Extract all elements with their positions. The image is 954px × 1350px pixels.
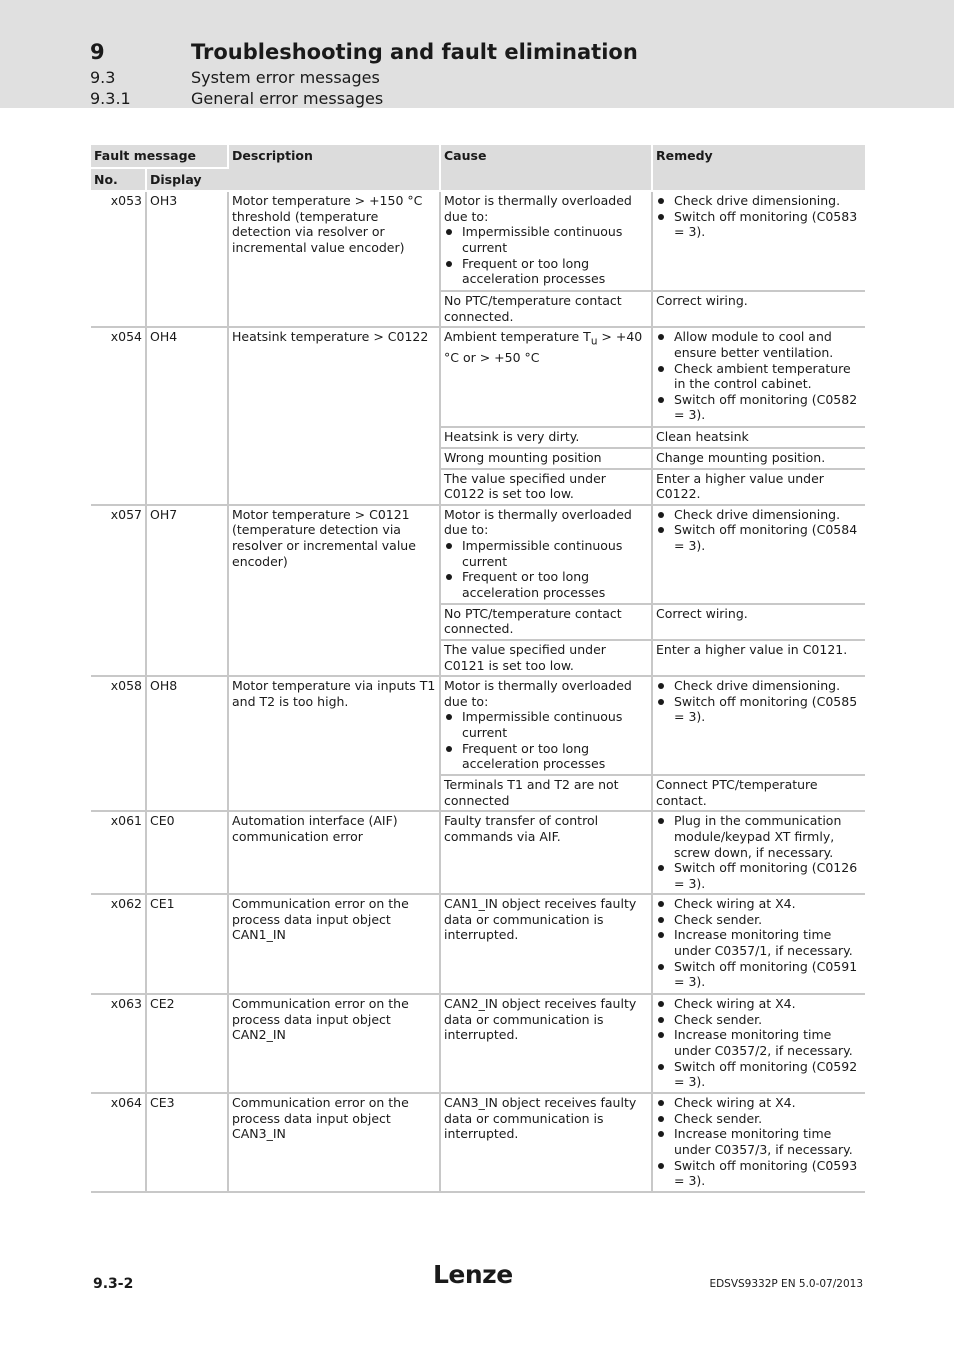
header-remedy: Remedy — [652, 145, 865, 191]
fault-cause: Heatsink is very dirty. — [440, 427, 652, 448]
page-number: 9.3-2 — [93, 1276, 134, 1292]
fault-number: x063 — [91, 994, 146, 1093]
fault-cause: CAN1_IN object receives faulty data or communication is interrupted. — [440, 894, 652, 994]
header-display: Display — [146, 168, 228, 192]
fault-description: Motor temperature > +150 °C threshold (temperature detection via resolver or incremental value encoder) — [228, 191, 440, 327]
remedy-bullet: Check drive dimensioning. — [656, 678, 862, 694]
fault-description: Motor temperature via inputs T1 and T2 is too high. — [228, 676, 440, 811]
table-row — [91, 191, 865, 291]
table-header-row — [91, 145, 865, 168]
remedy-bullet: Switch off monitoring (C0585 = 3). — [656, 694, 862, 725]
table-row — [91, 1093, 865, 1192]
chapter-title: Troubleshooting and fault elimination — [191, 40, 638, 64]
fault-remedy — [652, 676, 865, 775]
fault-cause: The value specified under C0121 is set too low. — [440, 640, 652, 676]
fault-cause: Faulty transfer of control commands via AIF. — [440, 811, 652, 894]
header-description: Description — [228, 145, 440, 191]
remedy-bullet: Switch off monitoring (C0126 = 3). — [656, 860, 862, 891]
header-no: No. — [91, 168, 146, 192]
cause-bullet: Frequent or too long acceleration processes — [444, 741, 648, 772]
fault-description: Motor temperature > C0121 (temperature detection via resolver or incremental value encoder) — [228, 505, 440, 676]
error-messages-table — [91, 145, 865, 1193]
fault-cause — [440, 676, 652, 775]
remedy-bullet: Check sender. — [656, 1111, 862, 1127]
fault-remedy — [652, 1093, 865, 1192]
fault-remedy — [652, 894, 865, 994]
table-row — [91, 505, 865, 604]
fault-remedy: Correct wiring. — [652, 291, 865, 327]
cause-intro: Motor is thermally overloaded due to: — [444, 678, 632, 709]
remedy-bullet: Increase monitoring time under C0357/2, if necessary. — [656, 1027, 862, 1058]
remedy-bullet: Switch off monitoring (C0582 = 3). — [656, 392, 862, 423]
fault-display: CE2 — [146, 994, 228, 1093]
remedy-bullet: Check ambient temperature in the control cabinet. — [656, 361, 862, 392]
fault-display: OH7 — [146, 505, 228, 676]
remedy-bullet: Switch off monitoring (C0584 = 3). — [656, 522, 862, 553]
cause-bullet: Frequent or too long acceleration processes — [444, 256, 648, 287]
fault-display: OH8 — [146, 676, 228, 811]
remedy-bullet: Switch off monitoring (C0593 = 3). — [656, 1158, 862, 1189]
fault-display: OH4 — [146, 327, 228, 504]
table-row — [91, 327, 865, 427]
fault-cause: Terminals T1 and T2 are not connected — [440, 775, 652, 811]
remedy-bullet: Check wiring at X4. — [656, 1095, 862, 1111]
remedy-bullet: Allow module to cool and ensure better ventilation. — [656, 329, 862, 360]
fault-display: OH3 — [146, 191, 228, 327]
remedy-bullet: Check wiring at X4. — [656, 896, 862, 912]
fault-number: x061 — [91, 811, 146, 894]
cause-bullet: Frequent or too long acceleration processes — [444, 569, 648, 600]
fault-number: x064 — [91, 1093, 146, 1192]
subsection-title: General error messages — [191, 89, 384, 108]
fault-display: CE0 — [146, 811, 228, 894]
fault-description: Communication error on the process data input object CAN1_IN — [228, 894, 440, 994]
remedy-bullet: Check drive dimensioning. — [656, 507, 862, 523]
fault-remedy — [652, 191, 865, 291]
cause-bullet: Impermissible continuous current — [444, 709, 648, 740]
fault-remedy: Correct wiring. — [652, 604, 865, 640]
remedy-bullet: Check sender. — [656, 912, 862, 928]
remedy-bullet: Increase monitoring time under C0357/1, if necessary. — [656, 927, 862, 958]
page-header — [0, 0, 954, 108]
fault-cause — [440, 191, 652, 291]
remedy-bullet: Increase monitoring time under C0357/3, if necessary. — [656, 1126, 862, 1157]
remedy-bullet: Check wiring at X4. — [656, 996, 862, 1012]
fault-number: x054 — [91, 327, 146, 504]
cause-bullet: Impermissible continuous current — [444, 224, 648, 255]
fault-display: CE1 — [146, 894, 228, 994]
section-number: 9.3 — [90, 68, 116, 87]
cause-bullet: Impermissible continuous current — [444, 538, 648, 569]
cause-intro: Motor is thermally overloaded due to: — [444, 193, 632, 224]
lenze-logo: Lenze — [433, 1260, 513, 1289]
fault-cause — [440, 327, 652, 427]
fault-description: Heatsink temperature > C0122 — [228, 327, 440, 504]
fault-remedy: Change mounting position. — [652, 448, 865, 469]
fault-cause: No PTC/temperature contact connected. — [440, 604, 652, 640]
fault-display: CE3 — [146, 1093, 228, 1192]
fault-number: x058 — [91, 676, 146, 811]
remedy-bullet: Plug in the communication module/keypad XT firmly, screw down, if necessary. — [656, 813, 862, 860]
header-cause: Cause — [440, 145, 652, 191]
subsection-number: 9.3.1 — [90, 89, 131, 108]
table-row — [91, 811, 865, 894]
remedy-bullet: Check drive dimensioning. — [656, 193, 862, 209]
fault-remedy — [652, 811, 865, 894]
fault-cause: The value specified under C0122 is set too low. — [440, 469, 652, 505]
fault-cause: CAN2_IN object receives faulty data or communication is interrupted. — [440, 994, 652, 1093]
fault-description: Communication error on the process data input object CAN3_IN — [228, 1093, 440, 1192]
fault-cause: No PTC/temperature contact connected. — [440, 291, 652, 327]
remedy-bullet: Switch off monitoring (C0591 = 3). — [656, 959, 862, 990]
subscript-u: u — [590, 335, 598, 348]
fault-remedy — [652, 994, 865, 1093]
fault-number: x062 — [91, 894, 146, 994]
fault-description: Automation interface (AIF) communication error — [228, 811, 440, 894]
document-reference: EDSVS9332P EN 5.0-07/2013 — [709, 1278, 863, 1290]
table-row — [91, 676, 865, 775]
cause-text: > +40 °C or > +50 °C — [444, 329, 643, 366]
fault-cause: CAN3_IN object receives faulty data or communication is interrupted. — [440, 1093, 652, 1192]
fault-remedy: Clean heatsink — [652, 427, 865, 448]
fault-cause — [440, 505, 652, 604]
remedy-bullet: Check sender. — [656, 1012, 862, 1028]
remedy-bullet: Switch off monitoring (C0592 = 3). — [656, 1059, 862, 1090]
fault-cause: Wrong mounting position — [440, 448, 652, 469]
chapter-number: 9 — [90, 40, 105, 64]
fault-remedy: Enter a higher value in C0121. — [652, 640, 865, 676]
fault-description: Communication error on the process data input object CAN2_IN — [228, 994, 440, 1093]
fault-remedy: Enter a higher value under C0122. — [652, 469, 865, 505]
fault-remedy — [652, 505, 865, 604]
section-title: System error messages — [191, 68, 380, 87]
cause-intro: Motor is thermally overloaded due to: — [444, 506, 632, 538]
fault-number: x053 — [91, 191, 146, 327]
remedy-bullet: Switch off monitoring (C0583 = 3). — [656, 209, 862, 240]
table-row — [91, 894, 865, 994]
fault-remedy: Connect PTC/temperature contact. — [652, 775, 865, 811]
table-row — [91, 994, 865, 1093]
header-fault-message: Fault message — [91, 145, 228, 168]
cause-text: Ambient temperature T — [444, 329, 591, 345]
fault-number: x057 — [91, 505, 146, 676]
fault-remedy — [652, 327, 865, 427]
